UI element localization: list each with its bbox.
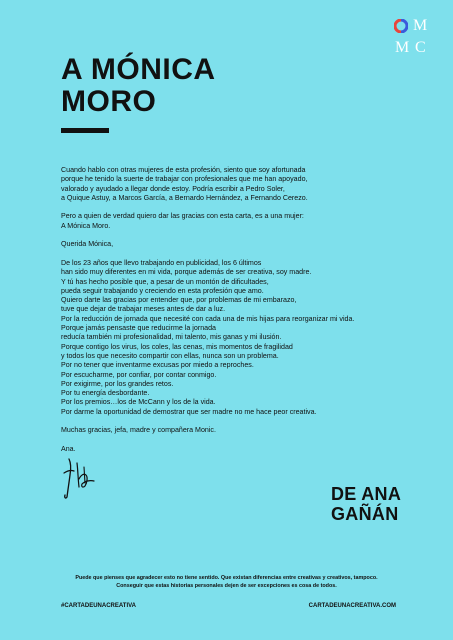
text-line: a Quique Astuy, a Marcos García, a Bernardo Hernández, a Fernando Cerezo. xyxy=(61,193,308,202)
hashtag: #CARTADEUNACREATIVA xyxy=(61,603,136,609)
title-line: A MÓNICA xyxy=(61,53,216,86)
paragraph xyxy=(61,426,401,435)
omc-logo xyxy=(394,19,436,59)
text-line: Porque jamás pensaste que reducirme la jornada xyxy=(61,324,216,333)
salutation: Querida Mónica, xyxy=(61,240,114,249)
paragraph xyxy=(61,259,401,417)
paragraph xyxy=(61,445,401,454)
text-line: Por la reducción de jornada que necesité con cada una de mis hijas para reorganizar mi vida. xyxy=(61,314,355,323)
footnote-line: Puede que pienses que agradecer esto no tiene sentido. Que existan diferencias entre creativas y creativos, tampoco. xyxy=(75,575,378,581)
paragraph xyxy=(61,240,401,249)
logo-ring-icon xyxy=(394,19,408,33)
footnote-line: Conseguir que estas historias personales dejen de ser excepciones es cosa de todos. xyxy=(116,582,337,589)
text-line: Cuando hablo con otras mujeres de esta profesión, siento que soy afortunada xyxy=(61,166,306,174)
text-line: y todos los que necesito compartir con ellas, nunca son un problema. xyxy=(61,351,279,360)
paragraph xyxy=(61,166,401,203)
text-line: Por no tener que inventarme excusas por miedo a reproches. xyxy=(61,361,254,370)
letter-body xyxy=(61,166,401,464)
text-line: tuve que dejar de trabajar meses antes de dar a luz. xyxy=(61,305,226,314)
text-line: Quiero darte las gracias por entender que, por problemas de mi embarazo, xyxy=(61,296,297,305)
logo-letter-m-top: M xyxy=(413,17,428,34)
website-link[interactable]: CARTADEUNACREATIVA.COM xyxy=(308,603,396,609)
footnote xyxy=(0,575,453,590)
closing-line: Muchas gracias, jefa, madre y compañera Monic. xyxy=(61,426,216,435)
text-line: valorado y ayudado a llegar donde estoy. Podría escribir a Pedro Soler, xyxy=(61,184,285,193)
title-line: MORO xyxy=(61,85,157,118)
text-line: han sido muy diferentes en mi vida, porque además de ser creativa, soy madre. xyxy=(61,268,312,277)
text-line: Y tú has hecho posible que, a pesar de un montón de dificultades, xyxy=(61,277,269,286)
handwritten-signature xyxy=(61,457,101,501)
text-line: pueda seguir trabajando y creciendo en esta profesión que amo. xyxy=(61,286,264,295)
sender-name xyxy=(331,484,401,524)
text-line: Por darme la oportunidad de demostrar que ser madre no me hace peor creativa. xyxy=(61,407,317,416)
title-underline xyxy=(61,128,109,133)
logo-letter-c: C xyxy=(415,39,426,56)
text-line: Por tu energía desbordante. xyxy=(61,389,150,398)
text-line: Porque contigo los virus, los coles, las cenas, mis momentos de fragilidad xyxy=(61,342,293,351)
letter-title xyxy=(61,54,216,118)
sign-off: Ana. xyxy=(61,444,76,453)
text-line: A Mónica Moro. xyxy=(61,221,111,230)
paragraph xyxy=(61,212,401,231)
text-line: Por los premios…los de McCann y los de la vida. xyxy=(61,398,216,407)
text-line: Pero a quien de verdad quiero dar las gracias con esta carta, es a una mujer: xyxy=(61,212,304,221)
sender-line: DE ANA xyxy=(331,484,402,504)
sender-line: GAÑÁN xyxy=(331,504,399,524)
text-line: Por exigirme, por los grandes retos. xyxy=(61,379,174,388)
text-line: reducía también mi profesionalidad, mi talento, mis ganas y mi ilusión. xyxy=(61,333,282,342)
text-line: De los 23 años que llevo trabajando en publicidad, los 6 últimos xyxy=(61,258,262,267)
text-line: porque he tenido la suerte de trabajar con profesionales que me han apoyado, xyxy=(61,175,308,184)
text-line: Por escucharme, por confiar, por contar conmigo. xyxy=(61,370,217,379)
logo-letter-m-bottom: M xyxy=(395,39,410,56)
